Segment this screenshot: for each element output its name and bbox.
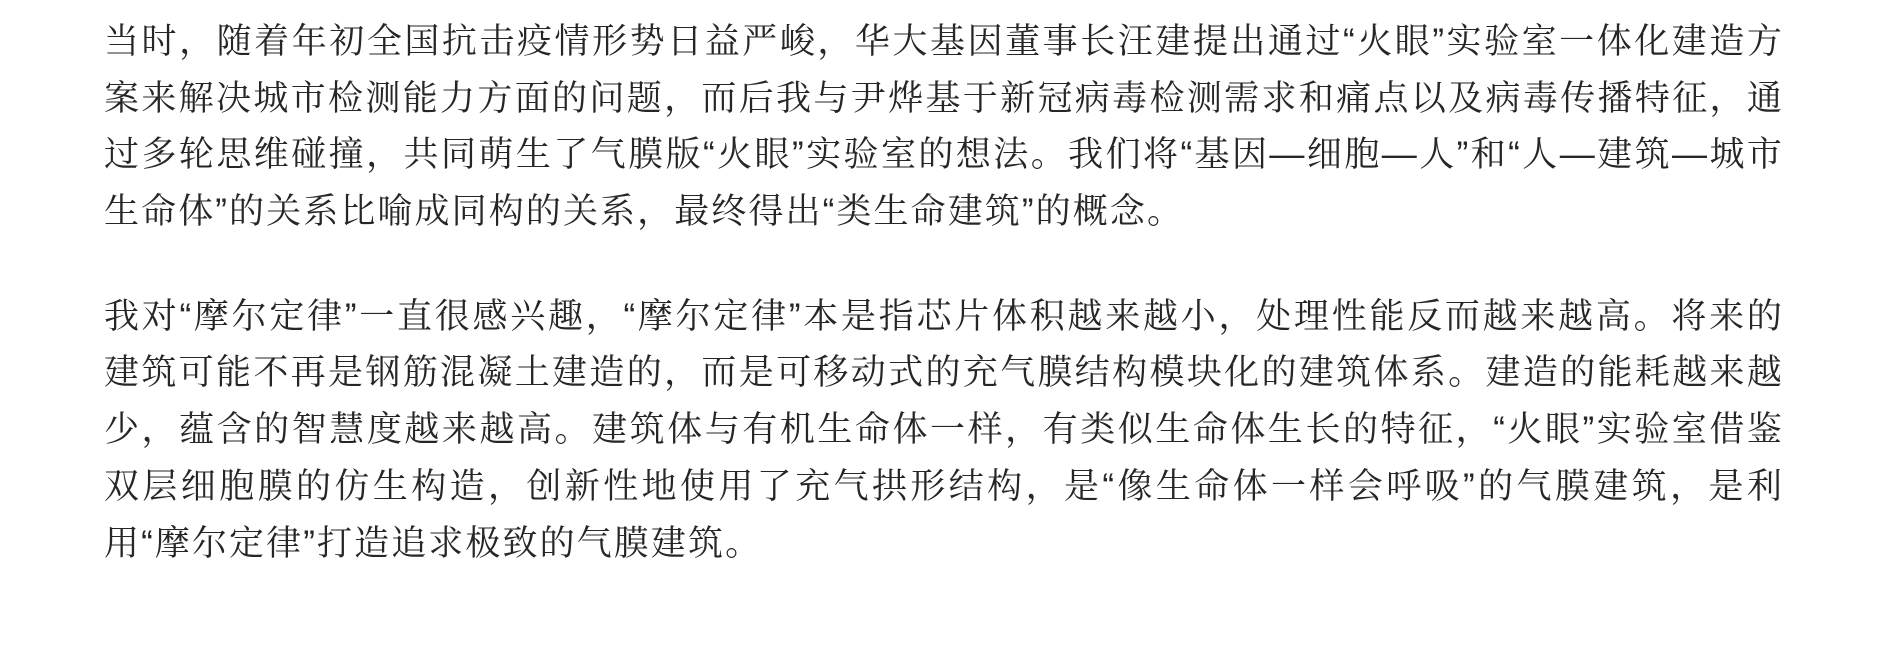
body-paragraph-2: 我对“摩尔定律”一直很感兴趣，“摩尔定律”本是指芯片体积越来越小，处理性能反而越来越高。将来的建筑可能不再是钢筋混凝土建造的，而是可移动式的充气膜结构模块化的建筑体系。建造的能耗越来越少，蕴含的智慧度越来越高。建筑体与有机生命体一样，有类似生命体生长的特征，“火眼”实验室借鉴双层细胞膜的仿生构造，创新性地使用了充气拱形结构，是“像生命体一样会呼吸”的气膜建筑，是利用“摩尔定律”打造追求极致的气膜建筑。 — [104, 296, 1784, 563]
body-paragraph-1: 当时，随着年初全国抗击疫情形势日益严峻，华大基因董事长汪建提出通过“火眼”实验室一体化建造方案来解决城市检测能力方面的问题，而后我与尹烨基于新冠病毒检测需求和痛点以及病毒传播特征，通过多轮思维碰撞，共同萌生了气膜版“火眼”实验室的想法。我们将“基因—细胞—人”和“人—建筑—城市生命体”的关系比喻成同构的关系，最终得出“类生命建筑”的概念。 — [104, 22, 1784, 232]
